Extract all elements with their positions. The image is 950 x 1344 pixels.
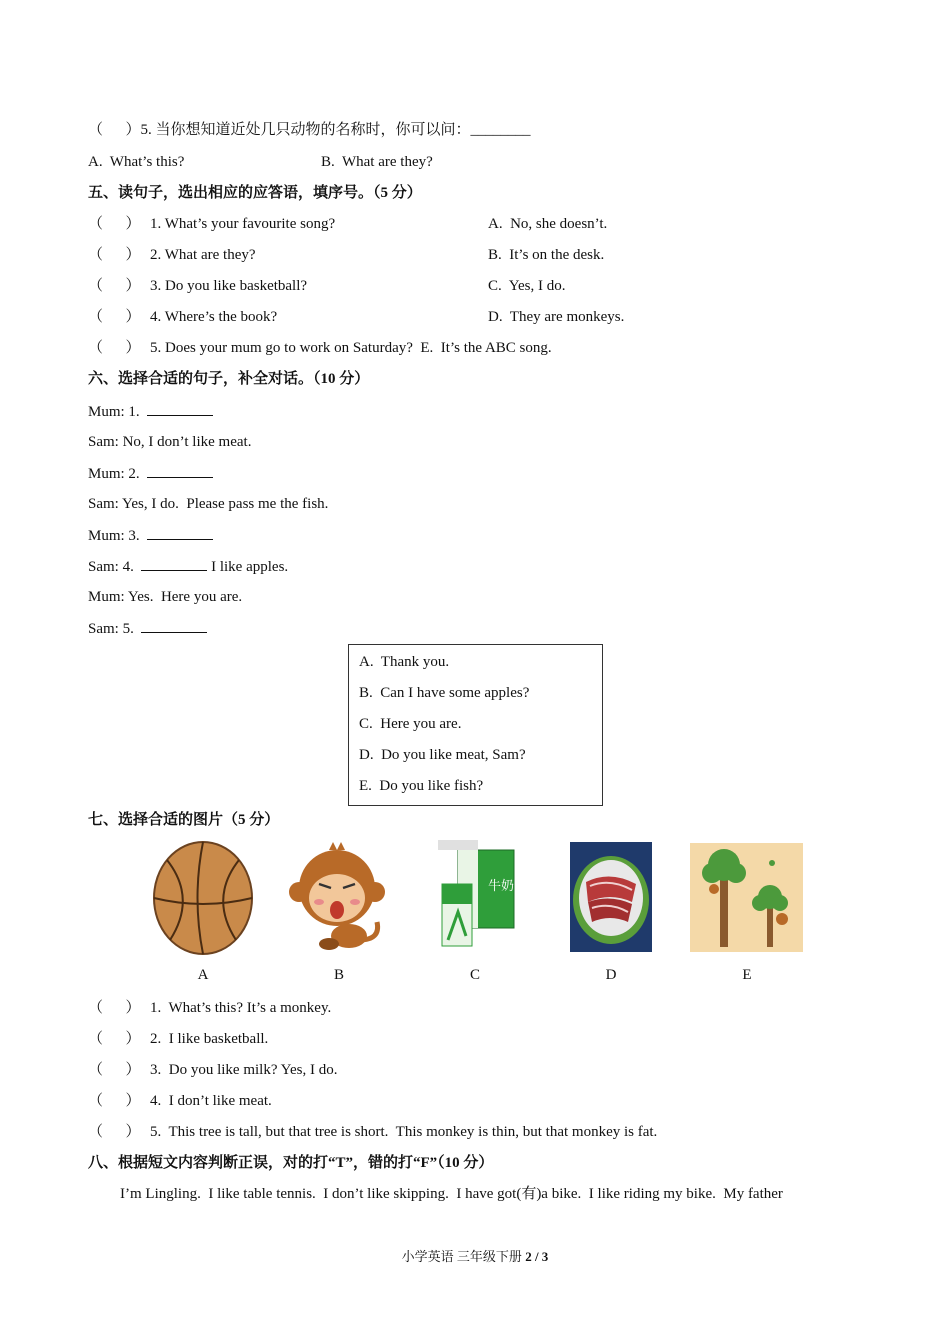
speaker-text: Mum: 2. xyxy=(88,466,148,482)
sec5-q1 xyxy=(88,214,335,234)
question-text: 4. I don’t like meat. xyxy=(150,1093,272,1109)
question-text: 3. Do you like basketball? xyxy=(150,278,308,294)
sec4-q5 xyxy=(88,120,531,140)
speaker-text: Mum: 3. xyxy=(88,528,148,544)
dialog-line: Sam: Yes, I do. Please pass me the fish. xyxy=(88,496,329,512)
answer-paren[interactable]: （ ） xyxy=(88,1062,141,1078)
question-text: 1. What’s your favourite song? xyxy=(150,216,336,232)
answer-paren[interactable]: （ ） xyxy=(88,340,141,356)
question-text: 2. What are they? xyxy=(150,247,256,263)
answer-paren[interactable]: （ ） xyxy=(88,309,141,325)
dialog-line xyxy=(88,463,213,484)
speaker-text: I like apples. xyxy=(207,559,289,575)
speaker-text: Mum: 1. xyxy=(88,404,148,420)
question-text: 5. 当你想知道近处几只动物的名称时，你可以问：________ xyxy=(140,122,531,138)
meat-image xyxy=(570,842,652,952)
sec5-answer-d: D. They are monkeys. xyxy=(488,309,625,325)
sec7-q3 xyxy=(88,1060,338,1080)
question-text: 1. What’s this? It’s a monkey. xyxy=(150,1000,332,1016)
dialog-line xyxy=(88,401,213,422)
sec6-title: 六、选择合适的句子，补全对话。（10 分） xyxy=(88,371,370,387)
question-text: 3. Do you like milk? Yes, I do. xyxy=(150,1062,338,1078)
sec7-q5 xyxy=(88,1122,657,1142)
dialog-line xyxy=(88,618,207,639)
caption-a: A xyxy=(197,967,209,983)
answer-blank[interactable] xyxy=(147,525,213,540)
answer-paren[interactable]: （ ） xyxy=(88,247,141,263)
sec4-option-a: A. What’s this? xyxy=(88,154,185,170)
question-text: 5. Does your mum go to work on Saturday? E. It’s the ABC song. xyxy=(150,340,552,356)
sec5-q4 xyxy=(88,307,277,327)
sec8-title: 八、根据短文内容判断正误，对的打“T”，错的打“F”（10 分） xyxy=(88,1155,494,1171)
page-footer xyxy=(0,1246,950,1265)
footer-text: 小学英语 三年级下册 xyxy=(401,1249,526,1264)
box-option-b: B. Can I have some apples? xyxy=(359,685,530,701)
sec5-answer-b: B. It’s on the desk. xyxy=(488,247,605,263)
sec5-q2 xyxy=(88,245,256,265)
box-option-c: C. Here you are. xyxy=(359,716,462,732)
answer-paren[interactable]: （ ） xyxy=(88,122,141,138)
caption-e: E xyxy=(742,967,752,983)
answer-blank[interactable] xyxy=(147,401,213,416)
answer-paren[interactable]: （ ） xyxy=(88,278,141,294)
answer-paren[interactable]: （ ） xyxy=(88,1000,141,1016)
sec7-q2 xyxy=(88,1029,268,1049)
basketball-image xyxy=(152,840,254,956)
sec5-answer-c: C. Yes, I do. xyxy=(488,278,566,294)
answer-paren[interactable]: （ ） xyxy=(88,1093,141,1109)
page-number: 2 / 3 xyxy=(525,1249,549,1264)
answer-blank[interactable] xyxy=(141,556,207,571)
box-option-e: E. Do you like fish? xyxy=(359,778,484,794)
answer-blank[interactable] xyxy=(141,618,207,633)
milk-label: 牛奶 xyxy=(488,879,515,894)
dialog-line xyxy=(88,525,213,546)
speaker-text: Sam: 4. xyxy=(88,559,142,575)
sec4-option-b: B. What are they? xyxy=(321,154,433,170)
question-text: 5. This tree is tall, but that tree is short. This monkey is thin, but that monkey is fat. xyxy=(150,1124,658,1140)
sec7-q1 xyxy=(88,998,331,1018)
answer-paren[interactable]: （ ） xyxy=(88,216,141,232)
box-option-a: A. Thank you. xyxy=(359,654,450,670)
monkey-image xyxy=(289,840,385,954)
sec7-q4 xyxy=(88,1091,272,1111)
caption-c: C xyxy=(469,967,480,983)
milk-image xyxy=(436,840,516,952)
dialog-line: Sam: No, I don’t like meat. xyxy=(88,434,252,450)
answer-paren[interactable]: （ ） xyxy=(88,1031,141,1047)
question-text: 4. Where’s the book? xyxy=(150,309,278,325)
dialog-line xyxy=(88,556,288,577)
caption-d: D xyxy=(605,967,617,983)
sec5-q5 xyxy=(88,338,552,358)
sec8-passage: I’m Lingling. I like table tennis. I don’t like skipping. I have got(有)a bike. I like riding my bike. My father xyxy=(120,1186,783,1202)
sec5-answer-a: A. No, she doesn’t. xyxy=(488,216,608,232)
sec5-title: 五、读句子，选出相应的应答语，填序号。（5 分） xyxy=(88,185,422,201)
speaker-text: Sam: 5. xyxy=(88,621,142,637)
sec5-q3 xyxy=(88,276,307,296)
trees-monkeys-image xyxy=(690,843,803,952)
answer-blank[interactable] xyxy=(147,463,213,478)
dialog-line: Mum: Yes. Here you are. xyxy=(88,589,243,605)
answer-paren[interactable]: （ ） xyxy=(88,1124,141,1140)
question-text: 2. I like basketball. xyxy=(150,1031,269,1047)
options-box xyxy=(348,644,603,806)
box-option-d: D. Do you like meat, Sam? xyxy=(359,747,526,763)
caption-b: B xyxy=(333,967,344,983)
sec7-title: 七、选择合适的图片（5 分） xyxy=(88,812,280,828)
